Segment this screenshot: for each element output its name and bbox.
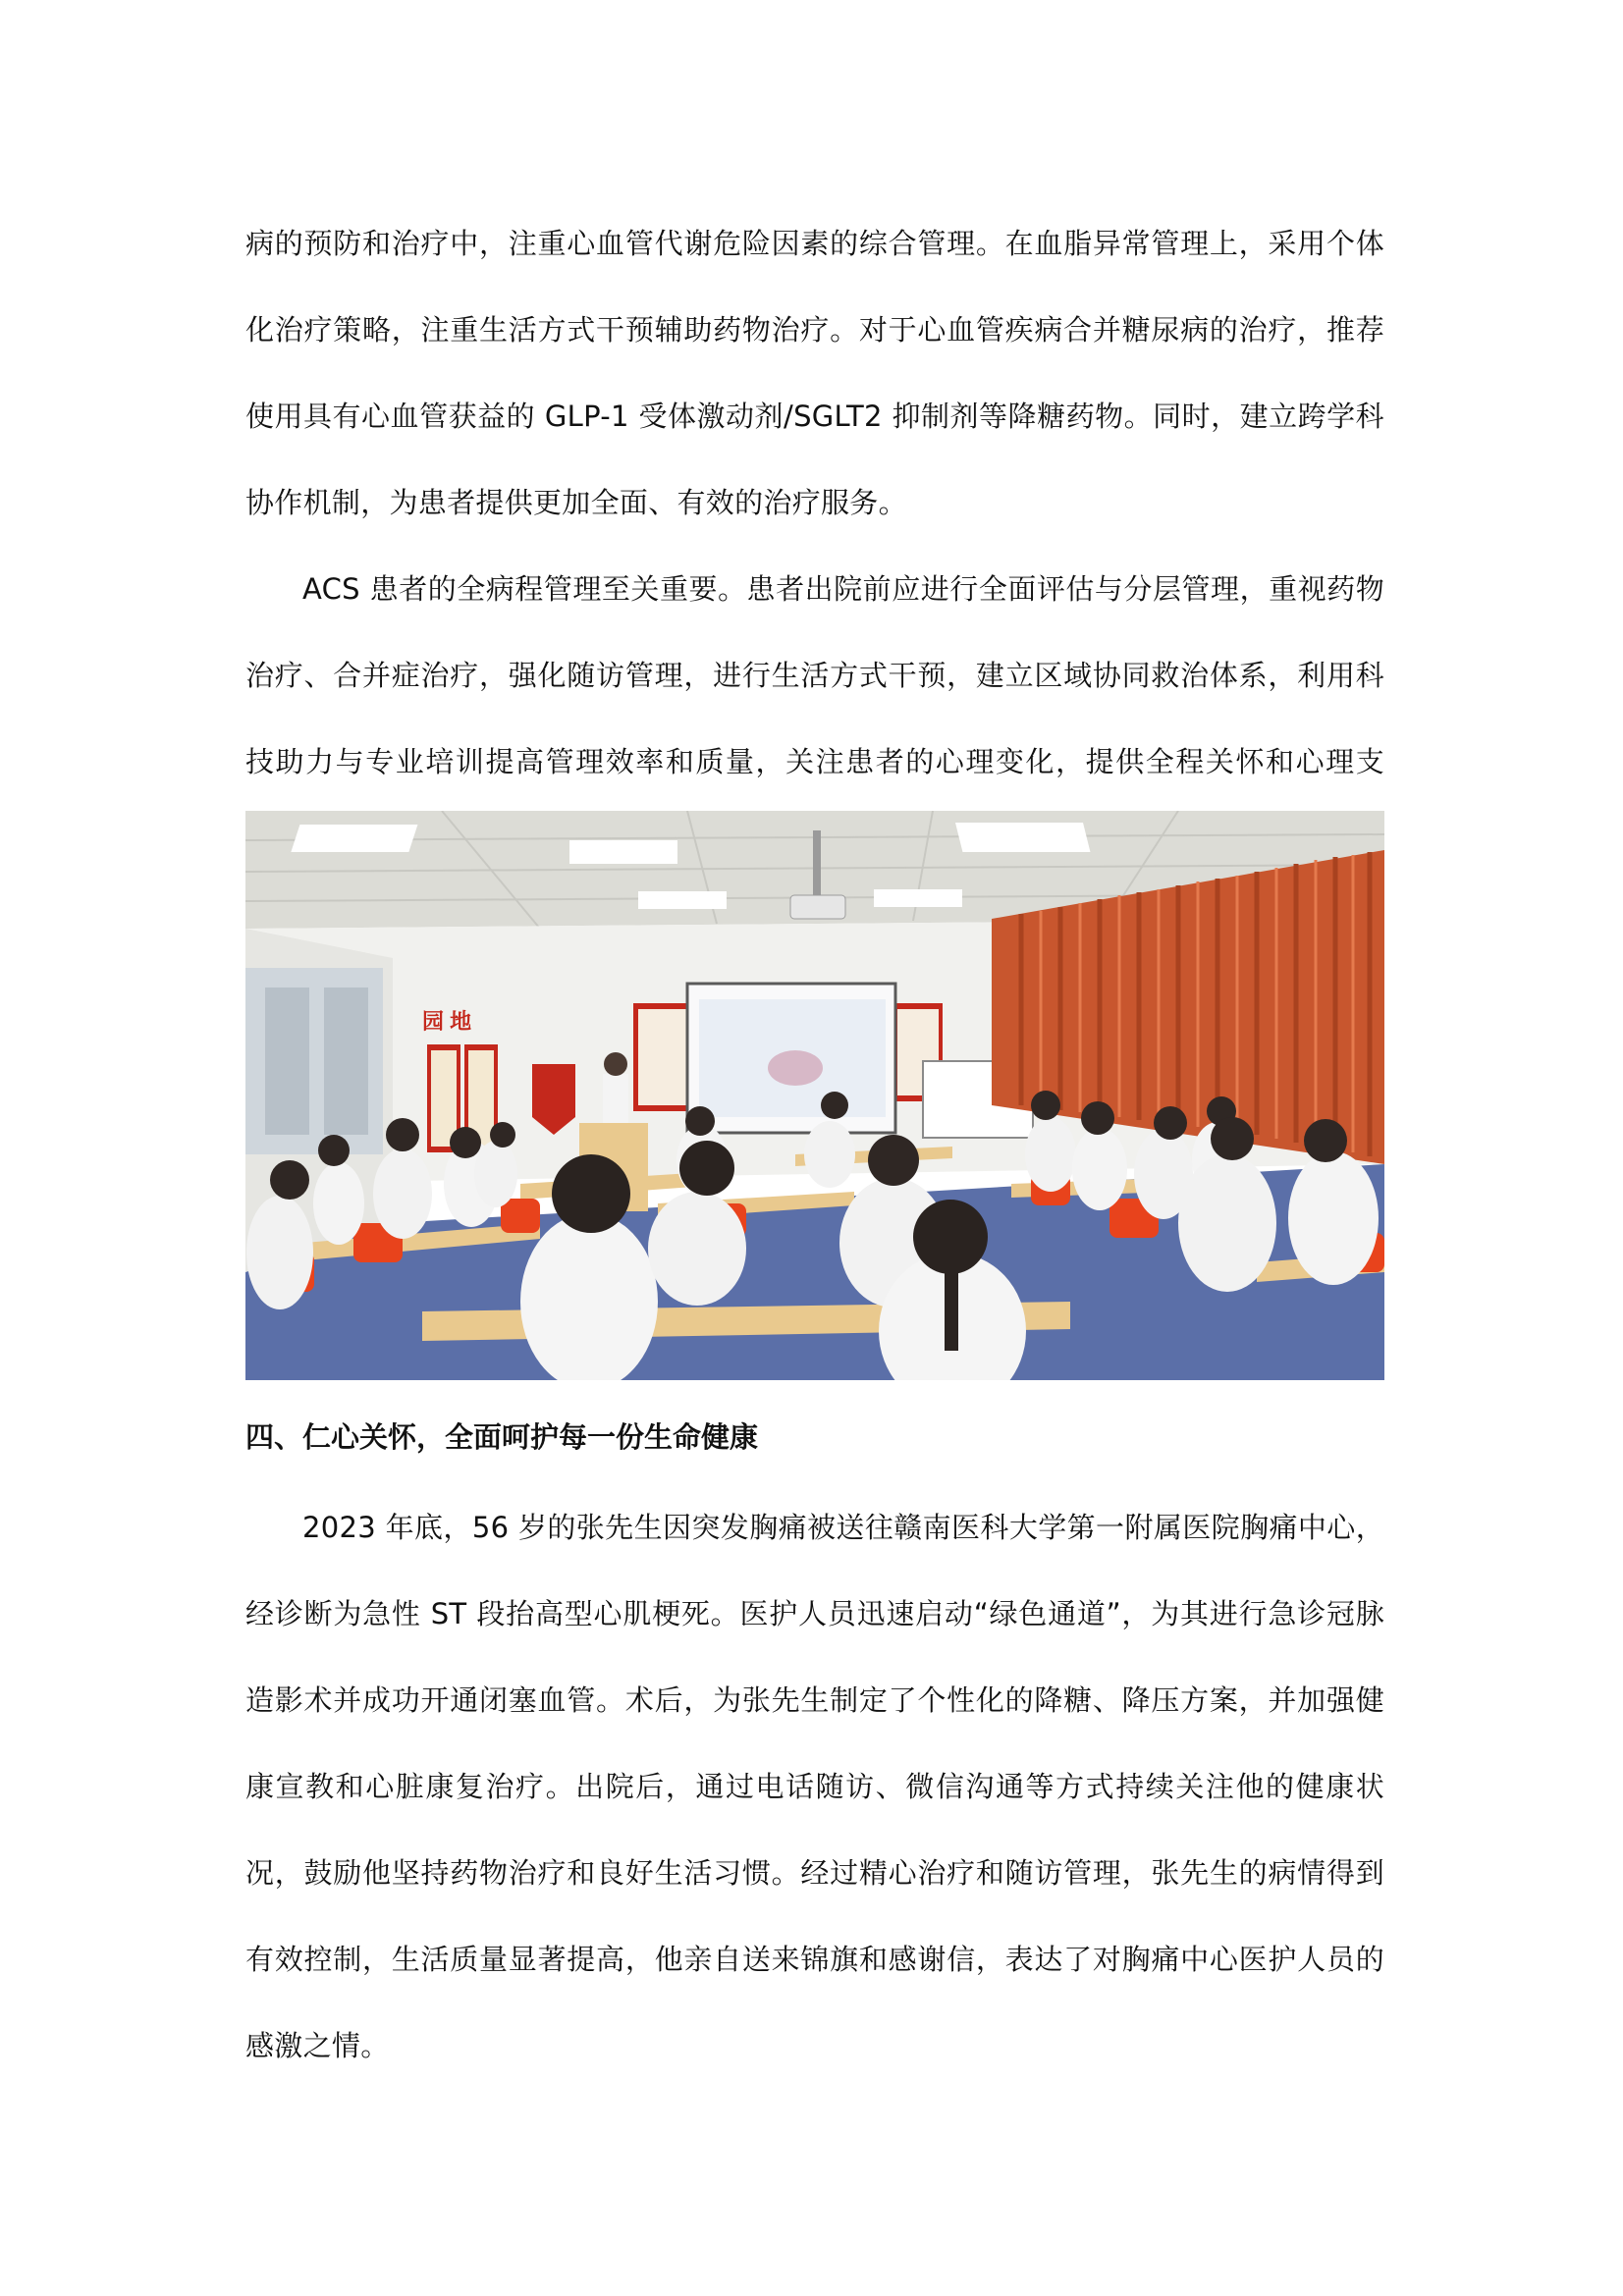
classroom-photo [245,811,1384,1380]
section-heading: 四、仁心关怀，全面呵护每一份生命健康 [245,1420,759,1454]
wall-sign-text: 园 地 [422,1009,472,1034]
paragraph-acs: ACS 患者的全病程管理至关重要。患者出院前应进行全面评估与分层管理，重视药物治疗、合并症治疗，强化随访管理，进行生活方式干预，建立区域协同救治体系，利用科技助力与专业培训提高管理效率和质量，关注患者的心理变化，提供全程关怀和心理支 [245,572,1384,778]
paragraph-patient-story: 2023 年底，56 岁的张先生因突发胸痛被送往赣南医科大学第一附属医院胸痛中心，经诊断为急性 ST 段抬高型心肌梗死。医护人员迅速启动“绿色通道”，为其进行急诊冠脉造影术并成功开通闭塞血管。术后，为张先生制定了个性化的降糖、降压方案，并加强健康宣教和心脏康复治疗。出院后，通过电话随访、微信沟通等方式持续关注他的健康状况，鼓励他坚持药物治疗和良好生活习惯。经过精心治疗和随访管理，张先生的病情得到有效控制，生活质量显著提高，他亲自送来锦旗和感谢信，表达了对胸痛中心医护人员的感激之情。 [245,1511,1384,2062]
paragraph-management: 病的预防和治疗中，注重心血管代谢危险因素的综合管理。在血脂异常管理上，采用个体化治疗策略，注重生活方式干预辅助药物治疗。对于心血管疾病合并糖尿病的治疗，推荐使用具有心血管获益的 GLP-1 受体激动剂/SGLT2 抑制剂等降糖药物。同时，建立跨学科协作机制，为患者提供更加全面、有效的治疗服务。 [245,227,1384,519]
